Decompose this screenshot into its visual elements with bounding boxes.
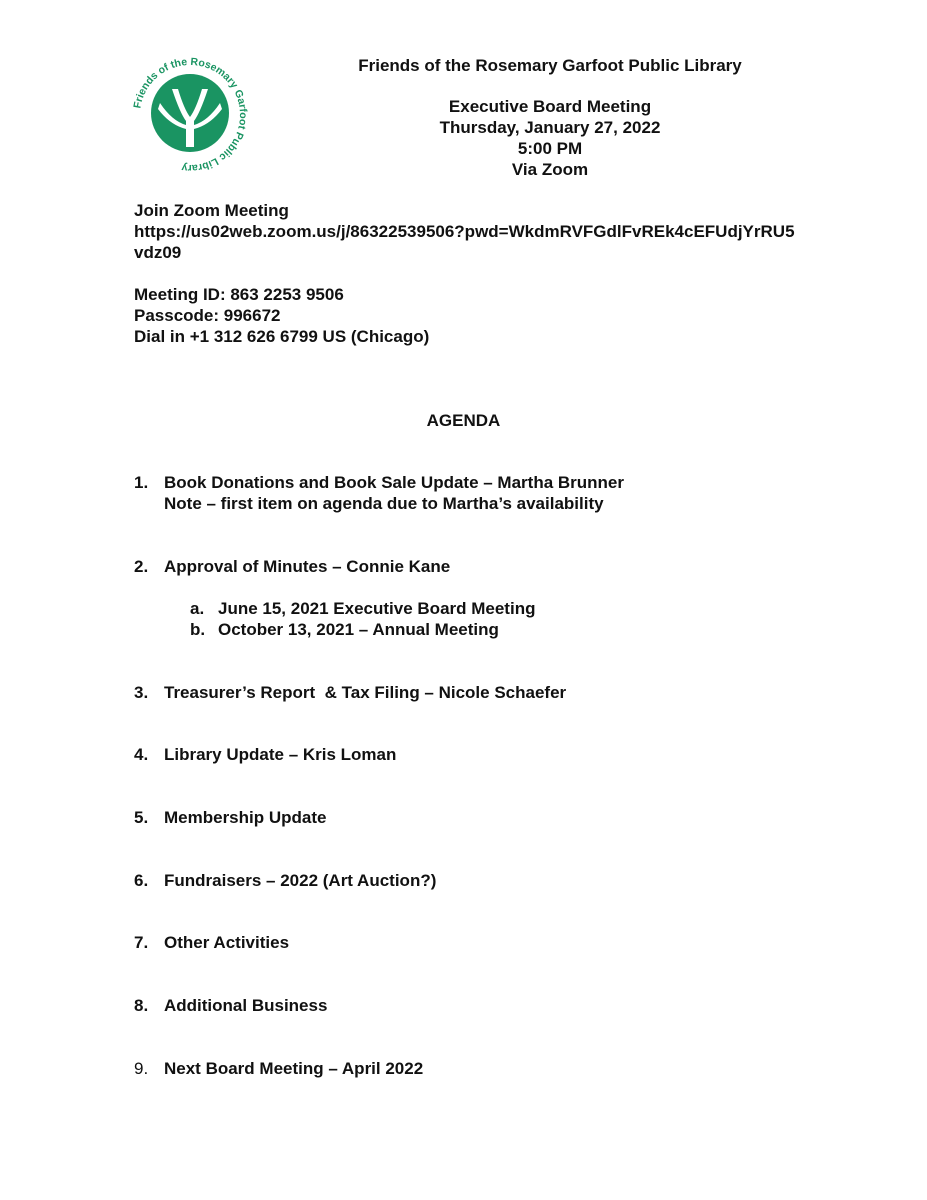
agenda-item-4 (134, 744, 396, 765)
dial-in: Dial in +1 312 626 6799 US (Chicago) (134, 327, 430, 346)
subitem-letter: b. (190, 620, 206, 639)
org-title: Friends of the Rosemary Garfoot Public Library (358, 56, 742, 75)
meeting-header (280, 96, 820, 180)
agenda-item-1 (134, 472, 624, 514)
agenda-item-6 (134, 870, 436, 891)
item-text: Additional Business (164, 996, 328, 1015)
item-text: Next Board Meeting – April 2022 (164, 1059, 424, 1078)
item-text: Other Activities (164, 933, 290, 952)
item-number: 9. (134, 1059, 149, 1078)
zoom-link-continued[interactable]: vdz09 (134, 243, 182, 262)
item-number: 3. (134, 683, 149, 702)
item-number: 2. (134, 557, 149, 576)
agenda-item-2 (134, 556, 450, 577)
library-logo (130, 55, 250, 175)
agenda-item-5 (134, 807, 326, 828)
subitem-letter: a. (190, 599, 205, 618)
subitem-text: October 13, 2021 – Annual Meeting (218, 620, 499, 639)
zoom-credentials (134, 284, 734, 347)
agenda-subitem-b (190, 619, 499, 640)
meeting-title: Executive Board Meeting (448, 97, 652, 116)
item-number: 4. (134, 745, 149, 764)
join-zoom-label: Join Zoom Meeting (134, 201, 289, 220)
item-number: 1. (134, 473, 149, 492)
passcode: Passcode: 996672 (134, 306, 281, 325)
agenda-item-7 (134, 932, 289, 953)
item-number: 8. (134, 996, 149, 1015)
item-note: Note – first item on agenda due to Martha’s availability (164, 494, 604, 513)
agenda-item-3 (134, 682, 566, 703)
item-number: 5. (134, 808, 149, 827)
item-number: 7. (134, 933, 149, 952)
zoom-link[interactable]: https://us02web.zoom.us/j/86322539506?pwd=WkdmRVFGdlFvREk4cEFUdjYrRU5 (134, 222, 795, 241)
agenda-item-8 (134, 995, 327, 1016)
agenda-heading: AGENDA (426, 411, 501, 430)
meeting-date: Thursday, January 27, 2022 (439, 118, 661, 137)
agenda-subitem-a (190, 598, 535, 619)
agenda-item-9 (134, 1058, 423, 1079)
zoom-join-section (134, 200, 854, 263)
meeting-time: 5:00 PM (517, 139, 583, 158)
item-text: Fundraisers – 2022 (Art Auction?) (164, 871, 437, 890)
item-text: Membership Update (164, 808, 327, 827)
item-number: 6. (134, 871, 149, 890)
item-text: Library Update – Kris Loman (164, 745, 397, 764)
item-text: Approval of Minutes – Connie Kane (164, 557, 451, 576)
item-text: Book Donations and Book Sale Update – Martha Brunner (164, 473, 625, 492)
meeting-location: Via Zoom (511, 160, 589, 179)
item-text: Treasurer’s Report & Tax Filing – Nicole Schaefer (164, 683, 567, 702)
tree-logo-icon (130, 55, 250, 175)
logo-ring-text: Friends of the Rosemary Garfoot Public Library (131, 55, 250, 175)
subitem-text: June 15, 2021 Executive Board Meeting (218, 599, 536, 618)
meeting-id: Meeting ID: 863 2253 9506 (134, 285, 344, 304)
